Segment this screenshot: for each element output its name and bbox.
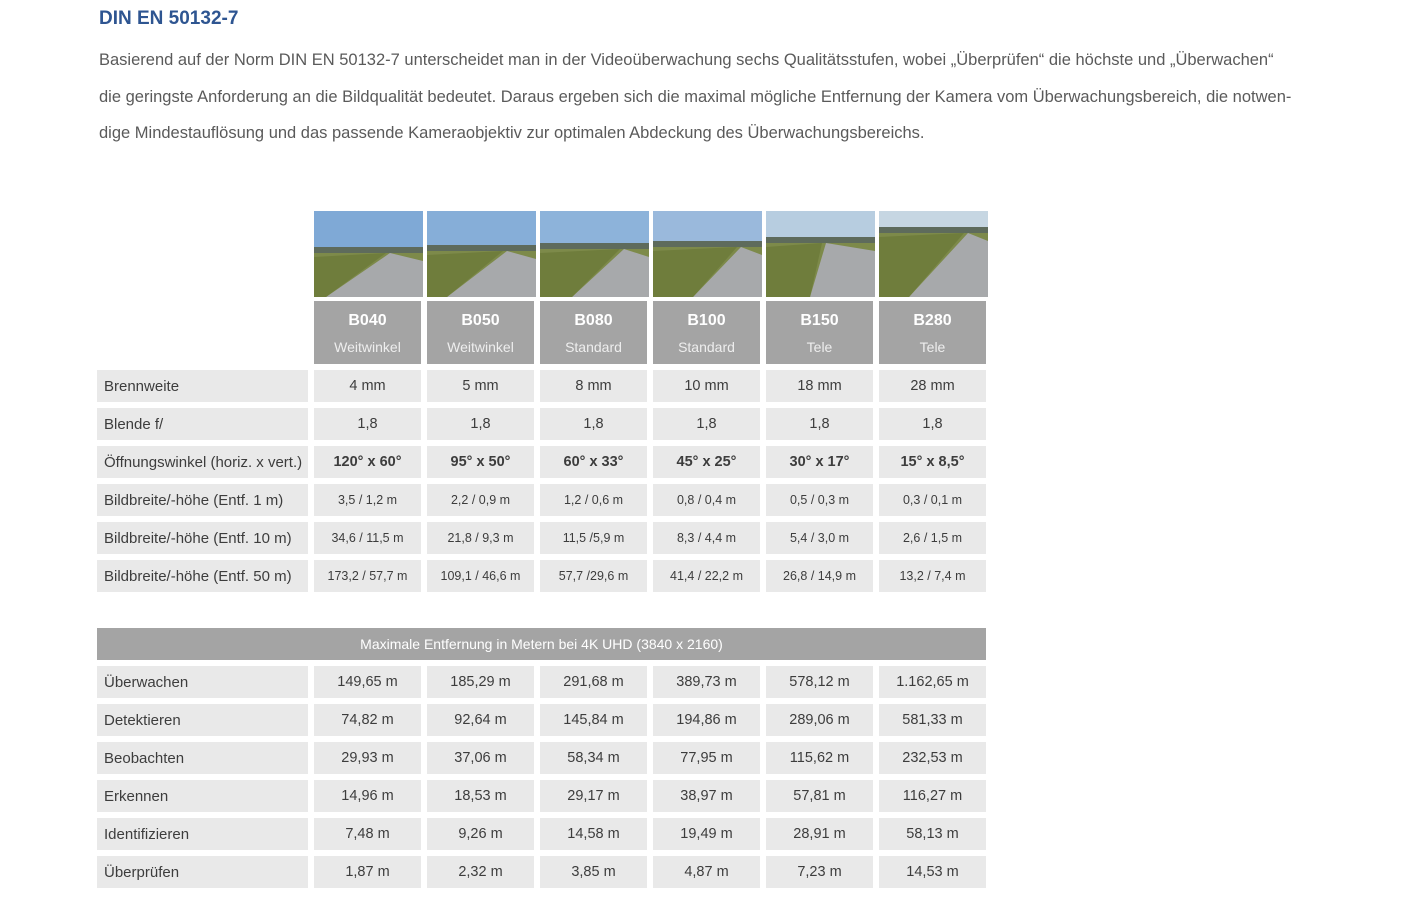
spec-row-value: 8 mm — [540, 370, 647, 402]
camera-sample-image — [653, 211, 762, 297]
lens-model: B150 — [800, 312, 839, 329]
spec-row-value: 26,8 / 14,9 m — [766, 560, 873, 592]
spec-row-value: 5 mm — [427, 370, 534, 402]
distance-row-value: 37,06 m — [427, 742, 534, 774]
lens-header-1 — [427, 301, 534, 364]
distance-row-value: 57,81 m — [766, 780, 873, 812]
spec-row-value: 8,3 / 4,4 m — [653, 522, 760, 554]
distance-row-value: 19,49 m — [653, 818, 760, 850]
spec-row-value: 1,8 — [540, 408, 647, 440]
spec-row-value: 1,2 / 0,6 m — [540, 484, 647, 516]
lens-type: Weitwinkel — [334, 339, 401, 355]
spec-row-value: 13,2 / 7,4 m — [879, 560, 986, 592]
distance-row-value: 4,87 m — [653, 856, 760, 888]
distance-row-value: 77,95 m — [653, 742, 760, 774]
spec-row-value: 60° x 33° — [540, 446, 647, 478]
spec-row-value: 4 mm — [314, 370, 421, 402]
spec-row-value: 30° x 17° — [766, 446, 873, 478]
spec-row-value: 18 mm — [766, 370, 873, 402]
distance-row-value: 2,32 m — [427, 856, 534, 888]
spec-row-value: 15° x 8,5° — [879, 446, 986, 478]
spec-row-label: Bildbreite/-höhe (Entf. 10 m) — [97, 522, 308, 554]
distance-row-value: 14,96 m — [314, 780, 421, 812]
distance-row-value: 38,97 m — [653, 780, 760, 812]
lens-model: B050 — [461, 312, 500, 329]
intro-line: dige Mindestauflösung und das passende Kameraobjektiv zur optimalen Abdeckung des Überwachungsbereichs. — [99, 124, 925, 142]
distance-row-value: 145,84 m — [540, 704, 647, 736]
distance-row-value: 29,93 m — [314, 742, 421, 774]
distance-row-value: 7,23 m — [766, 856, 873, 888]
spec-row-value: 1,8 — [427, 408, 534, 440]
spec-row-value: 2,2 / 0,9 m — [427, 484, 534, 516]
spec-row-value: 173,2 / 57,7 m — [314, 560, 421, 592]
distance-row-label: Überprüfen — [97, 856, 308, 888]
distance-row-label: Beobachten — [97, 742, 308, 774]
distance-table-banner: Maximale Entfernung in Metern bei 4K UHD (3840 x 2160) — [97, 628, 986, 660]
camera-sample-image — [879, 211, 988, 297]
lens-model: B080 — [574, 312, 613, 329]
distance-row-value: 3,85 m — [540, 856, 647, 888]
spec-row-label: Öffnungswinkel (horiz. x vert.) — [97, 446, 308, 478]
lens-type: Tele — [919, 339, 946, 355]
distance-row-label: Überwachen — [97, 666, 308, 698]
spec-row-value: 34,6 / 11,5 m — [314, 522, 421, 554]
distance-row-value: 578,12 m — [766, 666, 873, 698]
spec-row-value: 0,5 / 0,3 m — [766, 484, 873, 516]
lens-type: Weitwinkel — [447, 339, 514, 355]
spec-row-value: 57,7 /29,6 m — [540, 560, 647, 592]
spec-row-value: 0,3 / 0,1 m — [879, 484, 986, 516]
page-title: DIN EN 50132-7 — [99, 8, 239, 29]
spec-row-value: 5,4 / 3,0 m — [766, 522, 873, 554]
spec-row-value: 2,6 / 1,5 m — [879, 522, 986, 554]
spec-row-label: Brennweite — [97, 370, 308, 402]
distance-row-value: 74,82 m — [314, 704, 421, 736]
spec-row-value: 1,8 — [653, 408, 760, 440]
distance-row-value: 1,87 m — [314, 856, 421, 888]
spec-row-label: Blende f/ — [97, 408, 308, 440]
distance-row-value: 116,27 m — [879, 780, 986, 812]
spec-row-value: 1,8 — [879, 408, 986, 440]
distance-row-value: 232,53 m — [879, 742, 986, 774]
distance-row-value: 9,26 m — [427, 818, 534, 850]
lens-header-5 — [879, 301, 986, 364]
distance-row-value: 289,06 m — [766, 704, 873, 736]
camera-sample-image — [427, 211, 536, 297]
distance-row-value: 185,29 m — [427, 666, 534, 698]
lens-type: Standard — [565, 339, 622, 355]
distance-row-value: 28,91 m — [766, 818, 873, 850]
distance-row-value: 58,13 m — [879, 818, 986, 850]
distance-row-value: 581,33 m — [879, 704, 986, 736]
distance-row-value: 149,65 m — [314, 666, 421, 698]
lens-type: Tele — [806, 339, 833, 355]
distance-row-value: 1.162,65 m — [879, 666, 986, 698]
distance-row-label: Erkennen — [97, 780, 308, 812]
distance-row-label: Detektieren — [97, 704, 308, 736]
distance-row-label: Identifizieren — [97, 818, 308, 850]
spec-row-value: 45° x 25° — [653, 446, 760, 478]
spec-row-value: 21,8 / 9,3 m — [427, 522, 534, 554]
intro-line: Basierend auf der Norm DIN EN 50132-7 unterscheidet man in der Videoüberwachung sechs Qualitätsstufen, wobei „Überprüfen“ die höchste und „Überwachen“ — [99, 51, 1274, 69]
spec-row-value: 41,4 / 22,2 m — [653, 560, 760, 592]
spec-row-label: Bildbreite/-höhe (Entf. 1 m) — [97, 484, 308, 516]
camera-sample-image — [766, 211, 875, 297]
lens-header-2 — [540, 301, 647, 364]
lens-model: B280 — [913, 312, 952, 329]
spec-row-value: 11,5 /5,9 m — [540, 522, 647, 554]
distance-row-value: 58,34 m — [540, 742, 647, 774]
lens-comparison-table — [97, 0, 987, 899]
distance-row-value: 29,17 m — [540, 780, 647, 812]
distance-row-value: 14,58 m — [540, 818, 647, 850]
distance-row-value: 291,68 m — [540, 666, 647, 698]
camera-sample-image — [314, 211, 423, 297]
lens-model: B040 — [348, 312, 387, 329]
distance-row-value: 115,62 m — [766, 742, 873, 774]
lens-type: Standard — [678, 339, 735, 355]
distance-row-value: 14,53 m — [879, 856, 986, 888]
spec-row-value: 0,8 / 0,4 m — [653, 484, 760, 516]
distance-row-value: 7,48 m — [314, 818, 421, 850]
lens-header-0 — [314, 301, 421, 364]
spec-row-value: 109,1 / 46,6 m — [427, 560, 534, 592]
spec-row-value: 95° x 50° — [427, 446, 534, 478]
spec-row-value: 28 mm — [879, 370, 986, 402]
lens-header-4 — [766, 301, 873, 364]
distance-row-value: 92,64 m — [427, 704, 534, 736]
lens-header-3 — [653, 301, 760, 364]
spec-row-value: 120° x 60° — [314, 446, 421, 478]
spec-row-value: 3,5 / 1,2 m — [314, 484, 421, 516]
lens-model: B100 — [687, 312, 726, 329]
spec-row-label: Bildbreite/-höhe (Entf. 50 m) — [97, 560, 308, 592]
spec-row-value: 1,8 — [766, 408, 873, 440]
spec-row-value: 1,8 — [314, 408, 421, 440]
intro-line: die geringste Anforderung an die Bildqualität bedeutet. Daraus ergeben sich die maximal mögliche Entfernung der Kamera vom Überwachungsbereich, die notwen- — [99, 87, 1292, 106]
camera-sample-image — [540, 211, 649, 297]
distance-row-value: 194,86 m — [653, 704, 760, 736]
spec-row-value: 10 mm — [653, 370, 760, 402]
distance-row-value: 389,73 m — [653, 666, 760, 698]
distance-row-value: 18,53 m — [427, 780, 534, 812]
